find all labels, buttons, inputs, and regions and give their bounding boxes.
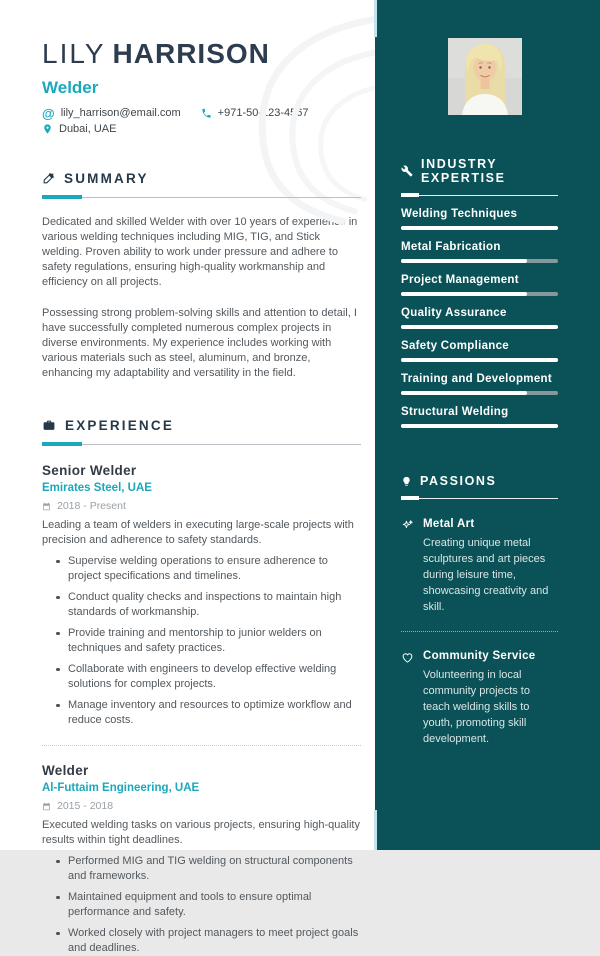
skill-bar-track [401,424,558,428]
skill-item [401,373,558,395]
passion-separator [401,631,558,632]
skill-item [401,406,558,428]
skill-bar-fill [401,325,558,329]
job-bullet: Manage inventory and resources to optimize workflow and reduce costs. [55,698,361,728]
summary-heading [42,171,361,186]
job-bullet-list [42,854,361,956]
sparkles-icon [401,519,414,615]
candidate-name [42,38,361,69]
skill-list [401,208,558,428]
summary-paragraph-2: Possessing strong problem-solving skills and attention to detail, I have successfully completed numerous complex projects in diverse environments. My experience includes working with various materials such as steel, aluminum, and bronze, enhancing my adaptability and versatility in the field. [42,307,357,379]
skill-bar-fill [401,358,558,362]
job-title: Welder [42,78,99,97]
job-bullet: Conduct quality checks and inspections to maintain high standards of workmanship. [55,590,361,620]
email-text: lily_harrison@email.com [60,107,181,119]
job-bullet-list [42,554,361,728]
skill-name: Metal Fabrication [401,241,501,253]
industry-expertise-section [401,157,558,428]
at-icon: @ [42,105,55,121]
profile-photo [448,38,522,115]
date-range [42,800,361,812]
contact-phone [201,107,309,119]
calendar-icon [42,802,51,811]
skill-bar-fill [401,259,527,263]
skill-bar-fill [401,424,558,428]
location-pin-icon [42,123,53,135]
job-bullet: Performed MIG and TIG welding on structural components and frameworks. [55,854,361,884]
skill-bar-track [401,292,558,296]
phone-icon [201,108,212,119]
pen-icon [42,172,55,185]
skill-bar-fill [401,391,527,395]
skill-name: Safety Compliance [401,340,509,352]
job-title-text: Senior Welder [42,463,137,478]
briefcase-icon [42,419,56,432]
job-bullet: Supervise welding operations to ensure adherence to project specifications and timelines. [55,554,361,584]
summary-section [42,171,361,381]
sidebar-section-divider [401,193,558,197]
contact-block [42,107,361,135]
contact-location [42,123,116,135]
experience-entry [42,463,361,728]
sidebar-edge-accent-bottom [374,810,377,850]
experience-entry [42,763,361,956]
company-name: Al-Futtaim Engineering, UAE [42,782,200,794]
skill-item [401,208,558,230]
job-description: Leading a team of welders in executing large-scale projects with precision and adherence to safety standards. [42,519,354,546]
passions-heading [401,474,558,488]
passions-heading-label: PASSIONS [420,474,497,488]
first-name: LILY [42,38,106,69]
summary-heading-label: SUMMARY [64,171,149,186]
skill-name: Project Management [401,274,519,286]
job-bullet: Provide training and mentorship to junior welders on techniques and safety practices. [55,626,361,656]
skill-bar-fill [401,226,558,230]
skill-name: Quality Assurance [401,307,507,319]
date-range [42,500,361,512]
job-bullet: Maintained equipment and tools to ensure optimal performance and safety. [55,890,361,920]
passion-description: Volunteering in local community projects to teach welding skills to youth, promoting skill development. [423,669,530,745]
sidebar [375,0,600,850]
job-bullet: Collaborate with engineers to develop effective welding solutions for complex projects. [55,662,361,692]
skill-bar-track [401,259,558,263]
job-bullet: Worked closely with project managers to meet project goals and deadlines. [55,926,361,956]
skill-bar-track [401,391,558,395]
avatar [448,38,522,115]
passion-item [401,518,558,615]
summary-paragraph-1: Dedicated and skilled Welder with over 10 years of experience in various welding techniques including MIG, TIG, and Stick welding. Proven ability to work under pressure and adhere to safety regulations, ensuring high-quality workmanship and efficiency on all projects. [42,216,358,288]
section-divider [42,195,361,199]
contact-email [42,107,181,119]
phone-text: +971-50-123-4567 [217,107,309,119]
sidebar-section-divider [401,496,558,500]
skill-name: Structural Welding [401,406,509,418]
location-text: Dubai, UAE [59,123,117,135]
skill-name: Training and Development [401,373,552,385]
wrench-icon [401,165,413,177]
skill-item [401,241,558,263]
passion-description: Creating unique metal sculptures and art pieces during leisure time, showcasing creativity and skill. [423,537,549,613]
skill-bar-fill [401,292,527,296]
passion-title: Community Service [423,650,536,662]
entry-separator [42,745,361,746]
company-name: Emirates Steel, UAE [42,482,152,494]
experience-heading [42,418,361,433]
heart-icon [401,651,414,747]
skill-item [401,274,558,296]
industry-expertise-heading [401,157,558,185]
experience-section [42,418,361,956]
calendar-icon [42,502,51,511]
skill-item [401,340,558,362]
industry-expertise-heading-label: INDUSTRY EXPERTISE [421,157,506,185]
experience-heading-label: EXPERIENCE [65,418,175,433]
date-range-text: 2018 - Present [57,500,126,512]
skill-bar-track [401,325,558,329]
skill-name: Welding Techniques [401,208,518,220]
skill-bar-track [401,358,558,362]
passion-item [401,650,558,747]
last-name: HARRISON [112,38,270,69]
skill-bar-track [401,226,558,230]
job-description: Executed welding tasks on various projects, ensuring high-quality results within tight deadlines. [42,819,360,846]
lightbulb-icon [401,475,412,488]
sidebar-edge-accent-top [374,0,377,37]
date-range-text: 2015 - 2018 [57,800,114,812]
job-title-text: Welder [42,763,89,778]
skill-item [401,307,558,329]
section-divider [42,442,361,446]
passions-section [401,474,558,747]
passion-title: Metal Art [423,518,475,530]
